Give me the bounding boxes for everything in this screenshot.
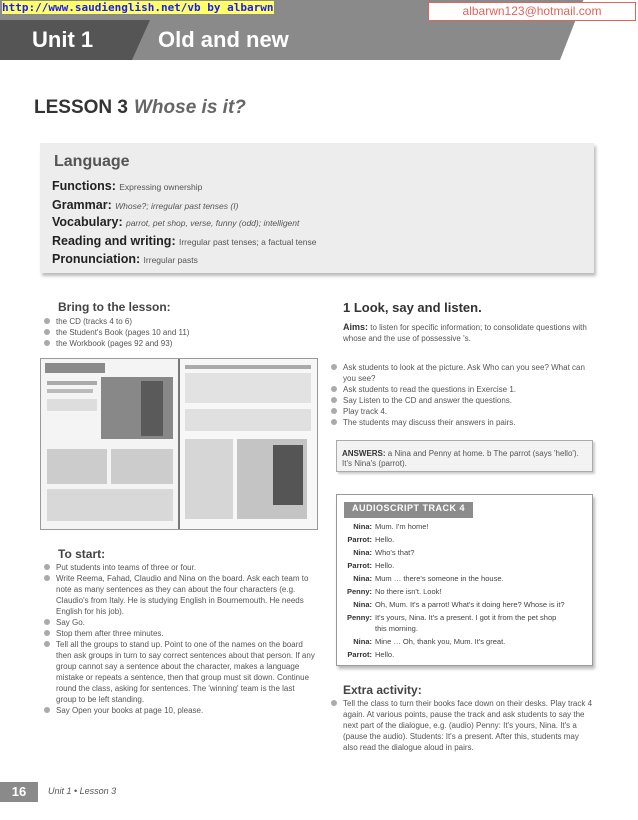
exercise-aims [343,322,593,344]
line-text: No there isn't. Look! [375,587,442,596]
line-text: Hello. [375,535,395,544]
list-item: Ask students to look at the picture. Ask Who can you see? What can you see? [331,362,593,384]
row-label: Reading and writing: [52,234,176,248]
audioscript-title: AUDIOSCRIPT TRACK 4 [344,502,473,518]
row-value: Whose?; irregular past tenses (I) [115,201,239,211]
list-item: Say Listen to the CD and answer the questions. [331,395,593,406]
speaker: Parrot: [347,650,372,659]
list-item: the CD (tracks 4 to 6) [44,316,314,327]
list-item: Put students into teams of three or four. [44,562,316,573]
script-line [340,587,441,596]
list-item: Play track 4. [331,406,593,417]
list-item: the Workbook (pages 92 and 93) [44,338,314,349]
list-item: Stop them after three minutes. [44,628,316,639]
script-line [340,637,505,646]
language-row-grammar [52,198,238,212]
script-line [340,548,414,557]
exercise-heading: 1 Look, say and listen. [343,300,482,315]
speaker: Parrot: [347,535,372,544]
lesson-title [34,97,246,119]
speaker: Nina: [353,522,372,531]
speaker: Penny: [346,613,372,622]
row-value: Irregular pasts [143,255,198,265]
speaker: Parrot: [347,561,372,570]
list-item: Tell all the groups to stand up. Point to one of the names on the board then ask groups in turn to say correct sentences about that person. If any group cannot say a sentence about the character, makes a language mistake or repeats a sentence, then that group must sit down. Continue round the class, asking for sentences. The 'winning' team is the last group to be left standing. [44,639,316,705]
script-line [340,561,394,570]
line-text: Hello. [375,561,395,570]
line-text: Who's that? [375,548,415,557]
start-list [44,562,316,716]
row-value: Expressing ownership [119,182,203,192]
line-text: Mum … there's someone in the house. [375,574,504,583]
unit-name: Old and new [158,27,289,52]
list-item: Say Open your books at page 10, please. [44,705,316,716]
line-text: this morning. [375,624,418,633]
list-item: Say Go. [44,617,316,628]
list-item: Tell the class to turn their books face down on their desks. Play track 4 again. At various points, pause the track and ask students to say the next part of the dialogue, e.g. (audio) Penny: It's yours, Nina. It's a (pause the audio). Students: It's a present. After this, students may also read the dialogue aloud in pairs. [331,698,593,753]
speaker: Nina: [353,574,372,583]
bring-list [44,316,314,349]
row-value: Irregular past tenses; a factual tense [178,237,317,247]
script-line [340,613,556,622]
extra-list [331,698,593,753]
list-item: Write Reema, Fahad, Claudio and Nina on the board. Ask each team to note as many sentences as they can about the four characters (e.g. Claudio's from Italy. He is studying English in Bournemouth. He needs English for his job). [44,573,316,617]
lesson-number: LESSON 3 [34,97,128,118]
list-item: The students may discuss their answers in pairs. [331,417,593,428]
script-line [340,650,394,659]
line-text: Mine … Oh, thank you, Mum. It's great. [375,637,506,646]
row-label: Functions: [52,179,116,193]
row-label: Pronunciation: [52,252,141,266]
language-heading: Language [54,153,130,170]
row-value: parrot, pet shop, verse, funny (odd); intelligent [125,218,300,228]
footer-text: Unit 1 • Lesson 3 [48,786,117,796]
watermark-url[interactable]: http://www.saudienglish.net/vb by albarwn [2,1,274,14]
language-row-vocabulary [52,215,299,229]
answers-text [342,449,582,469]
script-line [340,600,565,609]
watermark-email[interactable]: albarwn123@hotmail.com [428,2,636,21]
speaker: Nina: [353,600,372,609]
start-heading: To start: [58,547,106,561]
script-line [340,522,429,531]
speaker: Nina: [353,637,372,646]
student-book-thumbnail [40,358,318,530]
line-text: Oh, Mum. It's a parrot! What's it doing here? Whose is it? [375,600,565,609]
script-line [340,574,504,583]
unit-label: Unit 1 [32,27,94,52]
lesson-subtitle: Whose is it? [133,97,246,118]
aims-text: to listen for specific information; to consolidate questions with whose and the use of possessive 's. [343,323,587,343]
script-line [340,535,394,544]
line-text: Hello. [375,650,395,659]
aims-label: Aims: [343,322,369,332]
speaker: Nina: [353,548,372,557]
page-number: 16 [0,782,38,802]
row-label: Grammar: [52,198,112,212]
language-row-reading [52,234,316,248]
speaker: Penny: [346,587,372,596]
row-label: Vocabulary: [52,215,123,229]
line-text: It's yours, Nina. It's a present. I got it from the pet shop [375,613,557,622]
book-pages-image [41,359,317,529]
exercise-steps [331,362,593,428]
list-item: the Student's Book (pages 10 and 11) [44,327,314,338]
extra-heading: Extra activity: [343,683,422,697]
language-row-functions [52,179,202,193]
language-row-pronunciation [52,252,198,266]
line-text: Mum. I'm home! [375,522,429,531]
answers-label: ANSWERS: [342,449,386,458]
answers-value: a Nina and Penny at home. b The parrot (says 'hello'). It's Nina's (parrot). [342,449,579,468]
list-item: Ask students to read the questions in Exercise 1. [331,384,593,395]
script-line [340,624,418,633]
bring-heading: Bring to the lesson: [58,300,171,314]
